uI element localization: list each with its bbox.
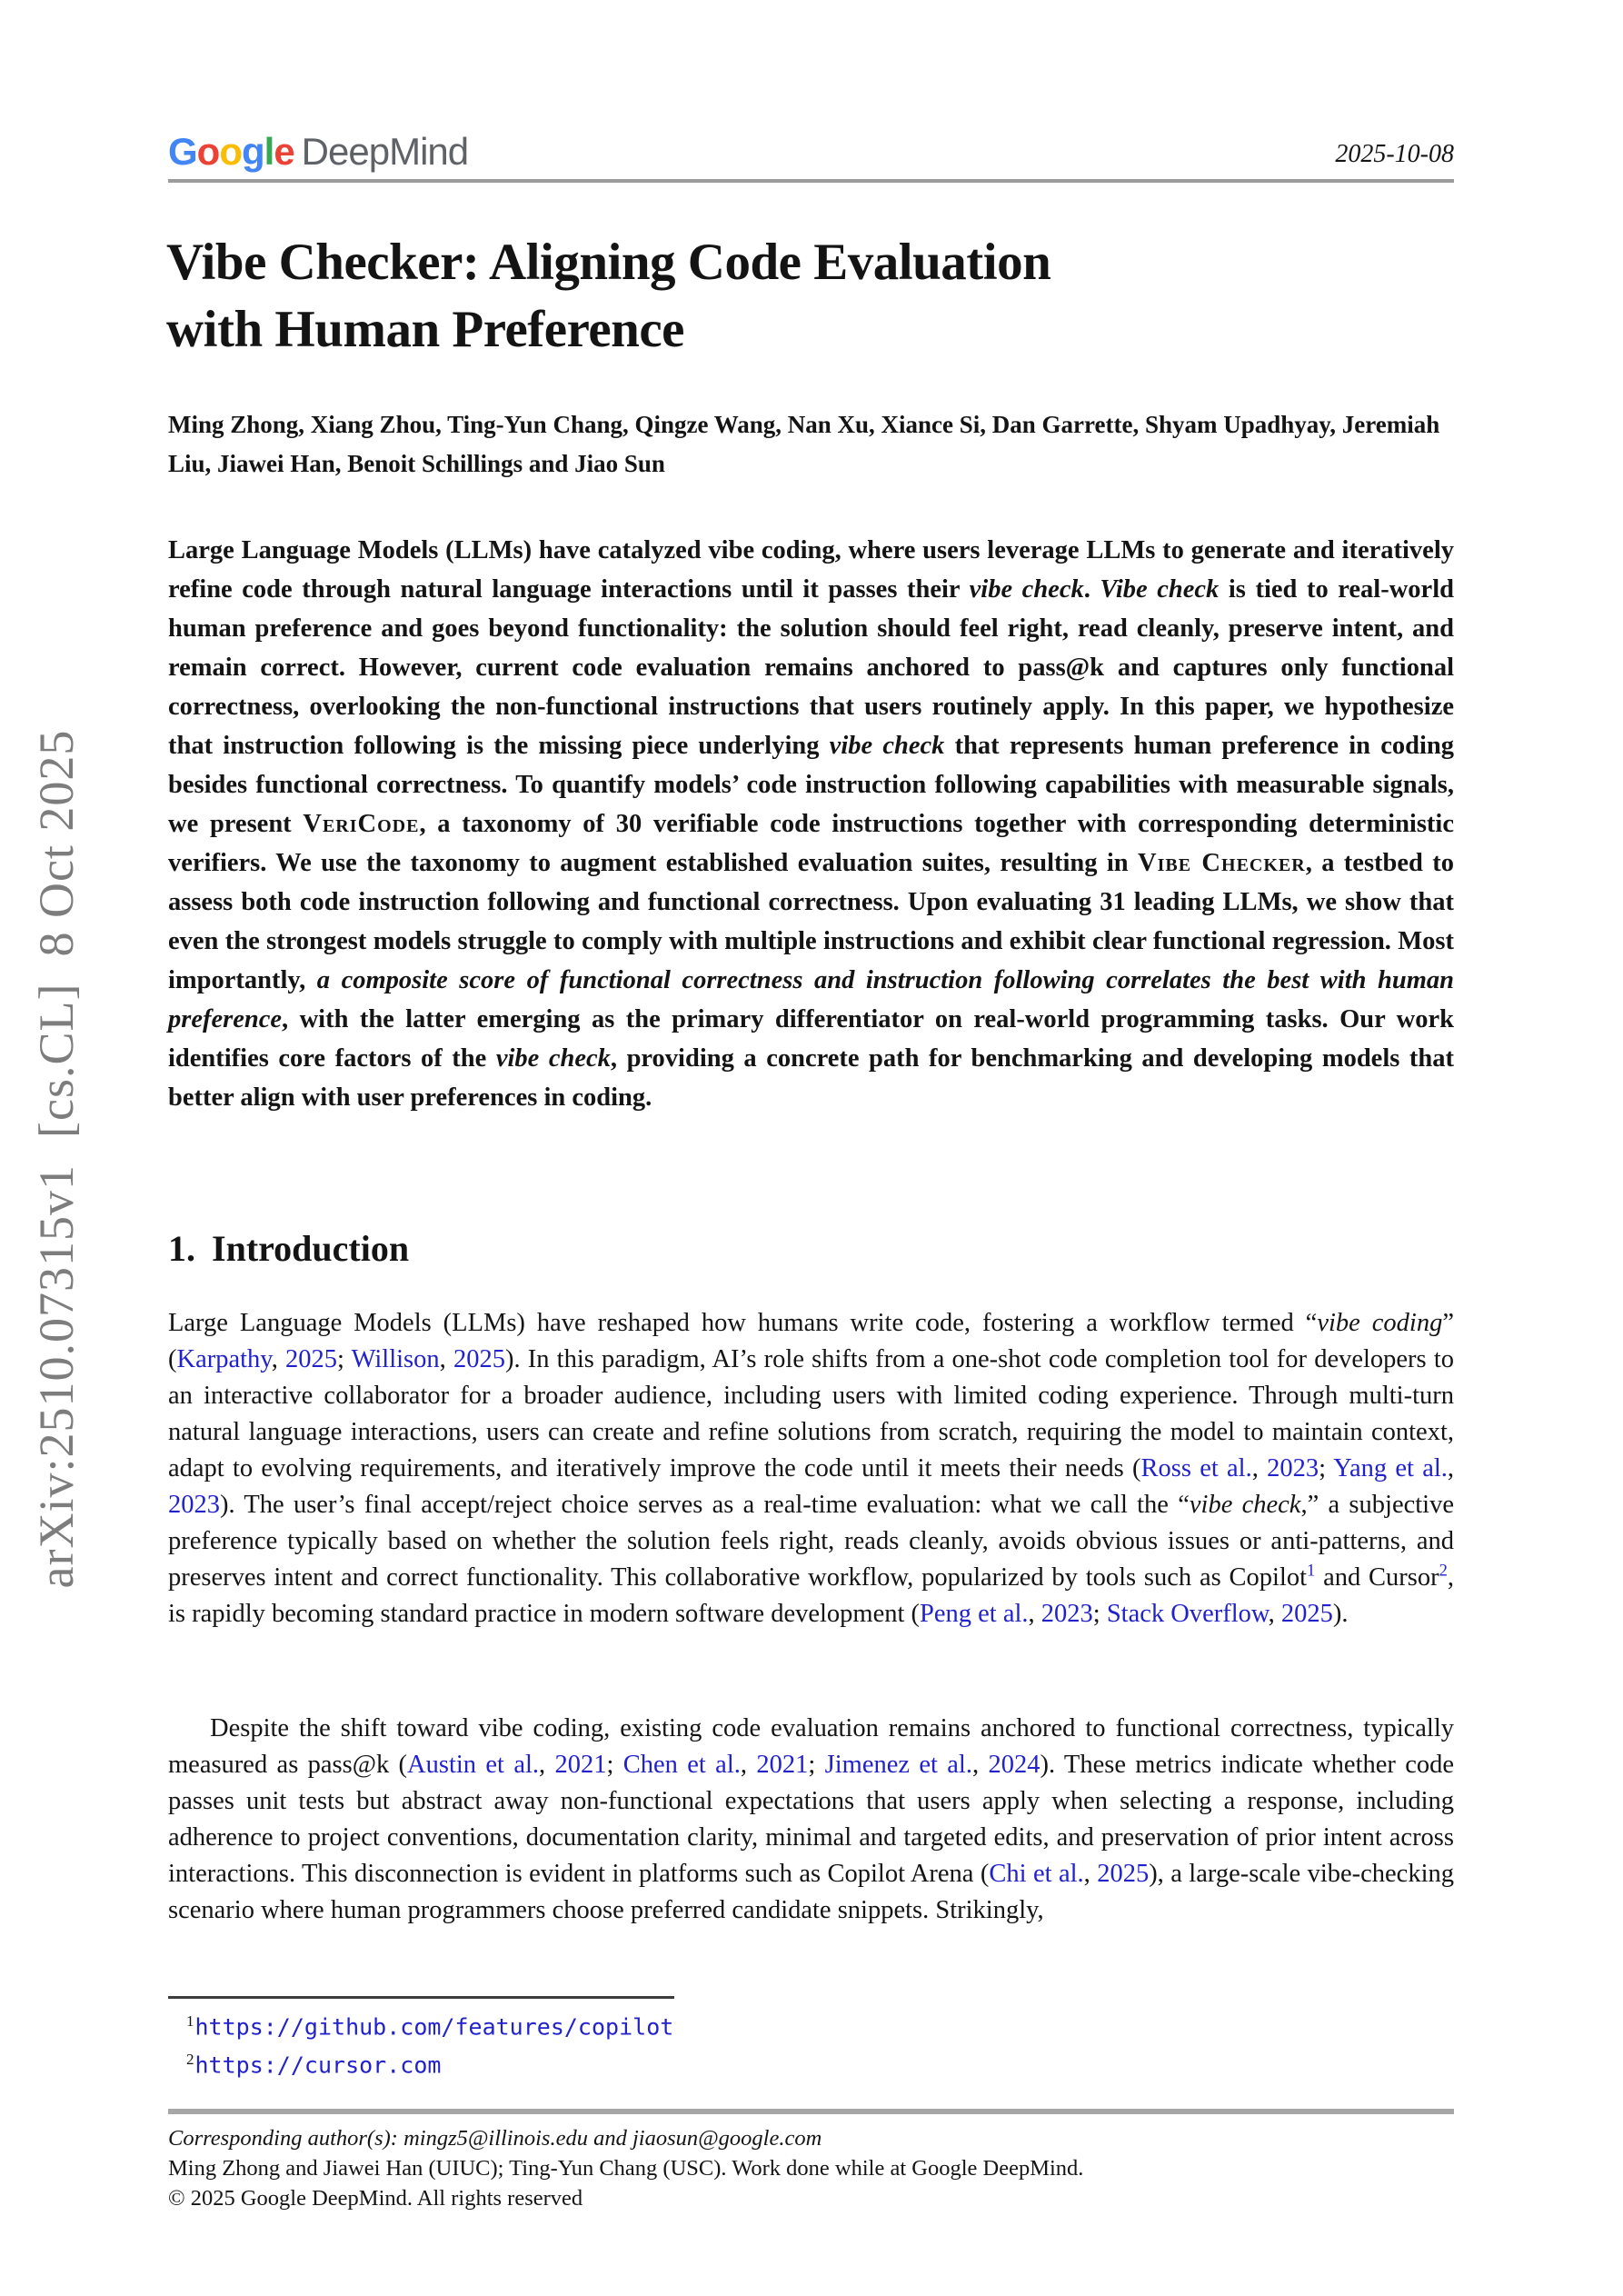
italic-emphasis: vibe check xyxy=(1189,1491,1301,1519)
affiliation-note-line: Ming Zhong and Jiawei Han (UIUC); Ting-Yun Chang (USC). Work done while at Google DeepMind. xyxy=(168,2156,1084,2181)
citation-link[interactable]: 2023 xyxy=(1041,1600,1093,1628)
section-title: Introduction xyxy=(212,1228,410,1269)
citation-link[interactable]: Austin et al. xyxy=(407,1751,540,1779)
footnote-ref-link[interactable]: 2 xyxy=(1439,1561,1448,1581)
paper-title xyxy=(166,229,1050,364)
citation-link[interactable]: 2023 xyxy=(1267,1454,1319,1482)
section-heading-introduction xyxy=(168,1227,409,1270)
paper-date: 2025-10-08 xyxy=(1335,140,1454,168)
deepmind-logo-text: DeepMind xyxy=(301,130,469,173)
authors-line: Ming Zhong, Xiang Zhou, Ting-Yun Chang, Qingze Wang, Nan Xu, Xiance Si, Dan Garrette, Shyam Upadhyay, Jeremiah Liu, Jiawei Han, Benoit Schillings and Jiao Sun xyxy=(168,411,1440,477)
logo-letter: o xyxy=(219,130,242,173)
italic-emphasis: vibe check xyxy=(969,575,1084,604)
citation-link[interactable]: 2023 xyxy=(168,1491,220,1519)
intro-paragraph-1: Large Language Models (LLMs) have reshaped how humans write code, fostering a workflow termed “vibe coding” (Karpathy, 2025; Willison, 2025). In this paradigm, AI’s role shifts from a one-shot code completion tool for developers to an interactive collaborator for a broader audience, including users with limited coding experience. Through multi-turn natural language interactions, users can create and refine solutions from scratch, requiring the model to maintain context, adapt to evolving requirements, and iteratively improve the code until it meets their needs (Ross et al., 2023; Yang et al., 2023). The user’s final accept/reject choice serves as a real-time evaluation: what we call the “vibe check,” a subjective preference typically based on whether the solution feels right, reads cleanly, avoids obvious issues or anti-patterns, and preserves intent and correct functionality. This collaborative workflow, popularized by tools such as Copilot$^1$ and Cursor$^2$, is rapidly becoming standard practice in modern software development (Peng et al., 2023; Stack Overflow, 2025). xyxy=(168,1309,1455,1628)
footnote-url-link[interactable]: https://github.com/features/copilot xyxy=(194,2013,674,2041)
italic-emphasis: vibe check xyxy=(495,1044,611,1073)
logo-letter: o xyxy=(196,130,220,173)
arxiv-watermark: arXiv:2510.07315v1 [cs.CL] 8 Oct 2025 xyxy=(29,729,84,1589)
google-deepmind-logo xyxy=(168,130,469,173)
footnote-divider xyxy=(168,1996,674,1999)
section-number: 1. xyxy=(168,1228,195,1269)
footnote-marker: 2 xyxy=(186,2051,194,2069)
citation-link[interactable]: 2025 xyxy=(453,1345,505,1373)
citation-link[interactable]: Chen et al. xyxy=(622,1751,741,1779)
citation-link[interactable]: 2021 xyxy=(554,1751,607,1779)
abstract-paragraph: Large Language Models (LLMs) have catalyzed vibe coding, where users leverage LLMs to generate and iteratively refine code through natural language interactions until it passes their vibe check. Vibe check is tied to real-world human preference and goes beyond functionality: the solution should feel right, read cleanly, preserve intent, and remain correct. However, current code evaluation remains anchored to pass@k and captures only functional correctness, overlooking the non-functional instructions that users routinely apply. In this paper, we hypothesize that instruction following is the missing piece underlying vibe check that represents human preference in coding besides functional correctness. To quantify models’ code instruction following capabilities with measurable signals, we present VeriCode, a taxonomy of 30 verifiable code instructions together with corresponding deterministic verifiers. We use the taxonomy to augment established evaluation suites, resulting in Vibe Checker, a testbed to assess both code instruction following and functional correctness. Upon evaluating 31 leading LLMs, we show that even the strongest models struggle to comply with multiple instructions and exhibit clear functional regression. Most importantly, a composite score of functional correctness and instruction following correlates the best with human preference, with the latter emerging as the primary differentiator on real-world programming tasks. Our work identifies core factors of the vibe check, providing a concrete path for benchmarking and developing models that better align with user preferences in coding. xyxy=(168,536,1454,1112)
citation-link[interactable]: Karpathy xyxy=(176,1345,272,1373)
logo-letter: g xyxy=(241,130,264,173)
footnote-item xyxy=(168,2043,673,2081)
citation-link[interactable]: Chi et al. xyxy=(989,1860,1084,1888)
smallcaps-name: Vibe Checker xyxy=(1138,849,1306,877)
citation-link[interactable]: Willison xyxy=(351,1345,440,1373)
intro-paragraph-2: Despite the shift toward vibe coding, existing code evaluation remains anchored to functional correctness, typically measured as pass@k (Austin et al., 2021; Chen et al., 2021; Jimenez et al., 2024). These metrics indicate whether code passes unit tests but abstract away non-functional expectations that users apply when selecting a response, including adherence to project conventions, documentation clarity, minimal and targeted edits, and preservation of prior intent across interactions. This disconnection is evident in platforms such as Copilot Arena (Chi et al., 2025), a large-scale vibe-checking scenario where human programmers choose preferred candidate snippets. Strikingly, xyxy=(168,1714,1455,1924)
header-divider xyxy=(168,179,1454,183)
italic-emphasis: vibe coding xyxy=(1317,1309,1443,1337)
citation-link[interactable]: 2025 xyxy=(285,1345,338,1373)
footnotes xyxy=(168,2005,673,2082)
corresponding-authors-line: Corresponding author(s): mingz5@illinois.edu and jiaosun@google.com xyxy=(168,2126,822,2151)
citation-link[interactable]: 2025 xyxy=(1097,1860,1150,1888)
footnote-marker: 1 xyxy=(186,2012,194,2030)
citation-link[interactable]: Stack Overflow xyxy=(1106,1600,1269,1628)
citation-link[interactable]: 2021 xyxy=(756,1751,809,1779)
logo-letter: l xyxy=(264,130,274,173)
header xyxy=(168,130,1454,173)
citation-link[interactable]: Jimenez et al. xyxy=(824,1751,972,1779)
footnote-ref-link[interactable]: 1 xyxy=(1307,1561,1316,1581)
smallcaps-name: VeriCode xyxy=(303,810,420,838)
google-logo xyxy=(168,130,294,173)
italic-emphasis: a composite score of functional correctness and instruction following correlates the best with human preference xyxy=(168,966,1454,1033)
citation-link[interactable]: 2024 xyxy=(988,1751,1041,1779)
italic-emphasis: Vibe check xyxy=(1100,575,1220,604)
citation-link[interactable]: 2025 xyxy=(1280,1600,1333,1628)
citation-link[interactable]: Yang et al. xyxy=(1333,1454,1448,1482)
title-line-1: Vibe Checker: Aligning Code Evaluation xyxy=(166,234,1051,291)
copyright-line: © 2025 Google DeepMind. All rights reserved xyxy=(168,2186,583,2211)
italic-emphasis: vibe check xyxy=(829,732,945,760)
logo-letter: e xyxy=(274,130,294,173)
citation-link[interactable]: Ross et al. xyxy=(1140,1454,1252,1482)
footer xyxy=(168,2123,1454,2213)
logo-letter: G xyxy=(168,130,197,173)
citation-link[interactable]: Peng et al. xyxy=(920,1600,1029,1628)
footnote-item xyxy=(168,2005,673,2043)
footnote-url-link[interactable]: https://cursor.com xyxy=(194,2051,442,2079)
title-line-2: with Human Preference xyxy=(166,301,684,358)
footer-divider xyxy=(168,2109,1454,2114)
